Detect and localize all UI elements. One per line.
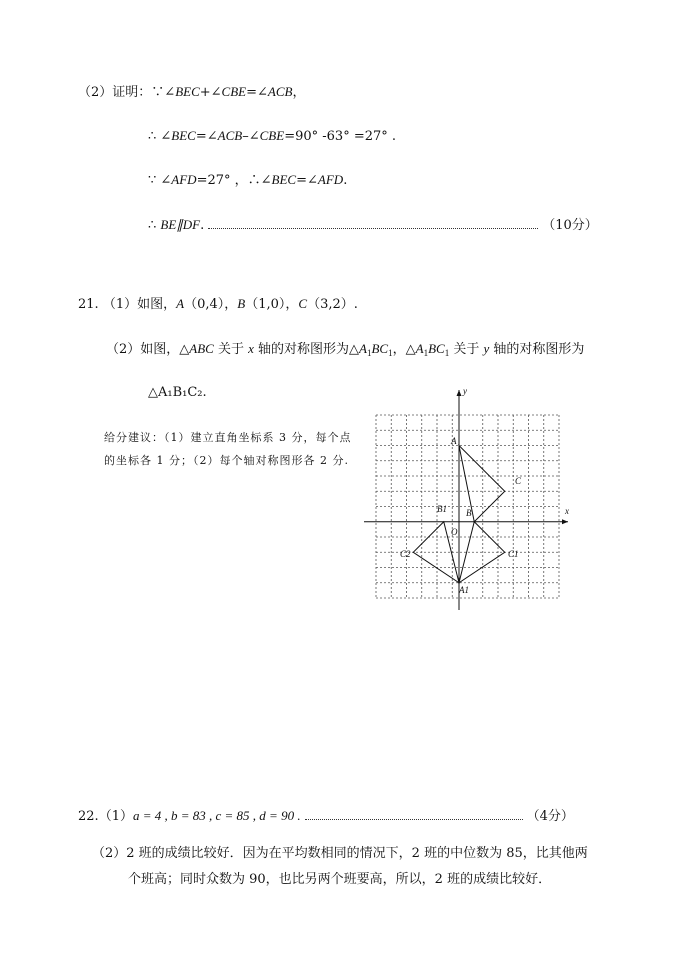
text: （3,2）.: [307, 297, 358, 312]
x-axis-arrow: [562, 519, 568, 524]
point-b-label: B: [466, 508, 472, 518]
math: ACB: [267, 84, 293, 99]
q22-number: 22.: [78, 809, 99, 824]
text: 关于: [449, 342, 484, 357]
proof-line-1: [78, 84, 305, 101]
text: =∠: [296, 173, 318, 188]
text: （1,0），: [245, 297, 299, 312]
q22-part1: [78, 808, 574, 825]
point-c1-label: C1: [508, 549, 519, 559]
x-axis-label: x: [565, 506, 569, 516]
math: CBE: [221, 84, 247, 99]
point-a1-label: A1: [459, 585, 469, 595]
math: $A_1BC_1$: [359, 341, 393, 358]
math: BE∥DF: [160, 217, 201, 232]
math: B: [237, 296, 246, 311]
q21-part2: （2）如图，△ABC 关于 x 轴的对称图形为$\triangle A_1BC_1$，$\triangle A_1BC_1$ 关于 y 轴的对称图形为: [106, 341, 585, 358]
dot-leader: [305, 813, 523, 820]
q21-part2-tri: [148, 385, 207, 401]
scoring-note: 给分建议：（1）建立直角坐标系 3 分，每个点的坐标各 1 分；（2）每个轴对称图形各 2 分.: [104, 431, 352, 467]
text: 关于: [213, 342, 249, 357]
proof-line-4: [148, 217, 598, 234]
math: ACB: [217, 128, 243, 143]
y-axis-arrow: [457, 390, 462, 396]
text: =∠: [246, 85, 268, 100]
q22-part2-line2: 个班高；同时众数为 90，也比另两个班要高，所以，2 班的成绩比较好．: [128, 872, 552, 887]
q22-part2-line1: （2）2 班的成绩比较好．因为在平均数相同的情况下，2 班的中位数为 85，比其他两: [92, 846, 588, 861]
point-a-label: A: [451, 436, 457, 446]
q21-part1: [78, 296, 358, 313]
math: CBE: [259, 128, 285, 143]
score-10: （10分）: [542, 218, 598, 233]
text: .: [343, 173, 348, 188]
math: x: [248, 341, 254, 356]
text: （2）如图，△: [106, 342, 190, 357]
math: ABC: [189, 341, 214, 356]
math: $A_1BC_1$: [415, 341, 450, 358]
text: ，: [292, 85, 306, 100]
math: A: [176, 296, 185, 311]
text: ∴: [148, 218, 161, 233]
text: ∴ ∠: [148, 129, 172, 144]
text: =90° -63° =27° .: [284, 129, 397, 144]
math: BEC: [175, 84, 200, 99]
text: +∠: [199, 85, 222, 100]
math: y: [483, 341, 490, 356]
proof-label: （2）证明：: [78, 85, 152, 100]
text: 轴的对称图形为△: [253, 342, 360, 357]
math: C: [298, 296, 308, 311]
origin-label: O: [451, 527, 458, 537]
text: .: [200, 218, 205, 233]
point-b1-label: B1: [437, 504, 447, 514]
q21-number: 21.: [78, 297, 99, 312]
score-4: （4分）: [526, 809, 574, 824]
text: 轴的对称图形为: [489, 342, 585, 357]
text: （0,4），: [184, 297, 238, 312]
proof-line-2: [148, 128, 396, 145]
math: AFD: [317, 172, 344, 187]
text: =∠: [195, 129, 218, 144]
point-c-label: C: [515, 476, 522, 486]
math: BEC: [171, 128, 196, 143]
grid: [376, 415, 559, 598]
text: （1）如图，: [102, 297, 177, 312]
text: ∵ ∠: [148, 173, 172, 188]
text: ∵∠: [151, 85, 176, 100]
proof-line-3: [148, 172, 347, 189]
dot-leader: [208, 222, 538, 229]
text: –∠: [242, 129, 260, 144]
point-c2-label: C2: [400, 549, 411, 559]
coordinate-graph: [360, 380, 590, 620]
text: =27° ，∴∠: [196, 173, 272, 188]
q22-values: a = 4 , b = 83 , c = 85 , d = 90 .: [132, 808, 301, 823]
text: △A₁B₁C₂.: [148, 385, 207, 400]
text: （1）: [98, 809, 133, 824]
math: BEC: [271, 172, 297, 187]
y-axis-label: y: [463, 386, 467, 396]
math: AFD: [171, 172, 197, 187]
